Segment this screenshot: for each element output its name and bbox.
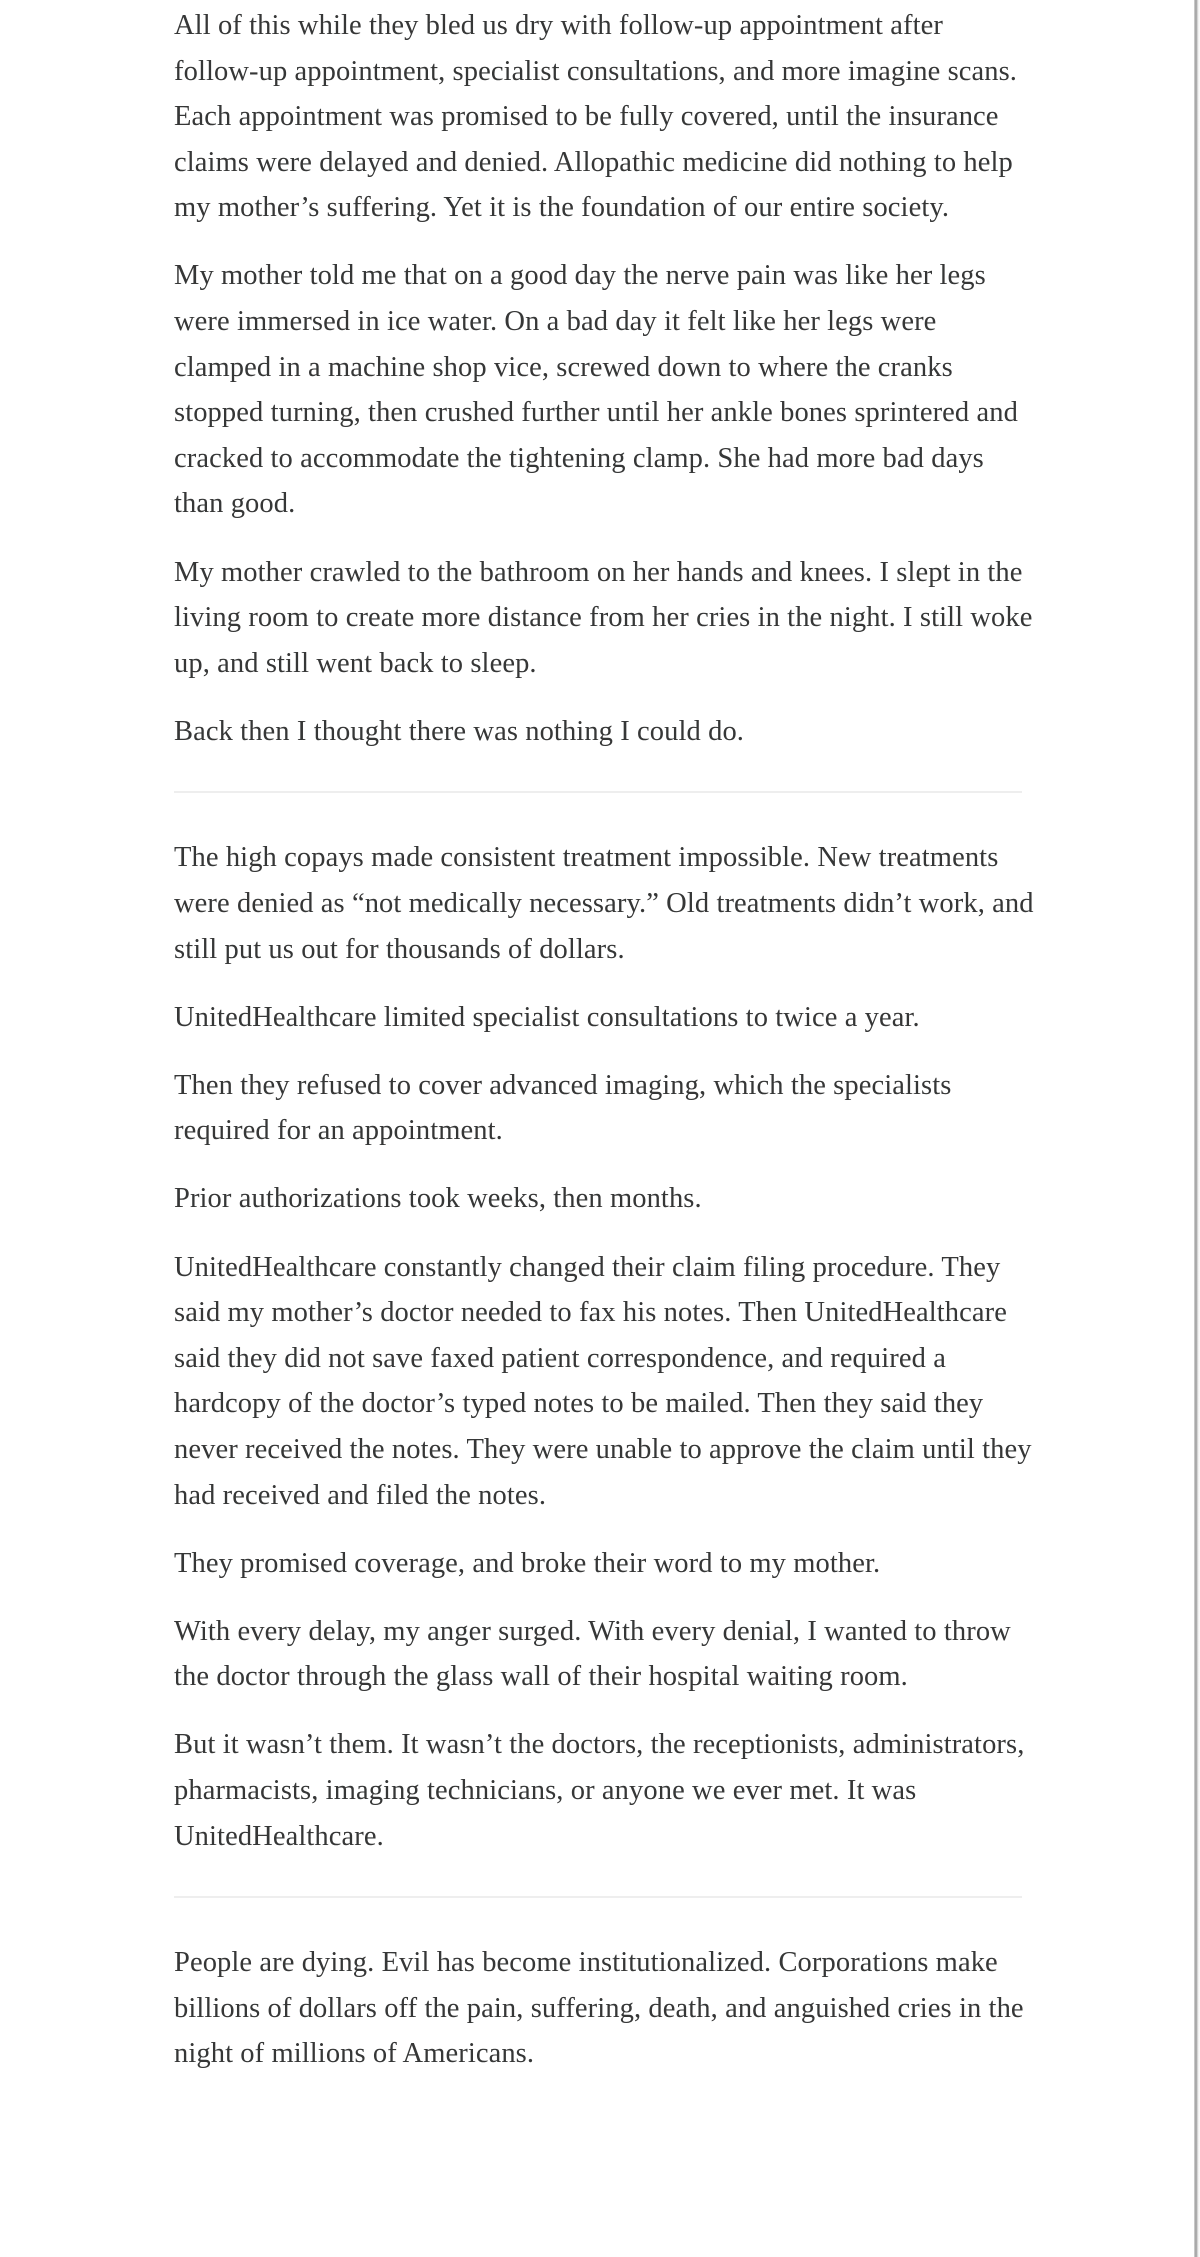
paragraph: With every delay, my anger surged. With every denial, I wanted to throw the doctor through the glass wall of their hospital waiting room.: [174, 1615, 1011, 1693]
paragraph: My mother crawled to the bathroom on her hands and knees. I slept in the living room to create more distance from her cries in the night. I still woke up, and still went back to sleep.: [174, 556, 1033, 679]
paragraph: UnitedHealthcare limited specialist consultations to twice a year.: [174, 1001, 920, 1033]
section-divider: [174, 791, 1022, 793]
article-body: [174, 0, 1034, 2099]
paragraph: But it wasn’t them. It wasn’t the doctors, the receptionists, administrators, pharmacists, imaging technicians, or anyone we ever met. It was UnitedHealthcare.: [174, 1729, 1025, 1852]
paragraph: Back then I thought there was nothing I could do.: [174, 715, 745, 747]
paragraph: Prior authorizations took weeks, then months.: [174, 1183, 702, 1215]
paragraph: They promised coverage, and broke their word to my mother.: [174, 1547, 881, 1579]
article-section-1: [174, 3, 1034, 754]
paragraph: UnitedHealthcare constantly changed their claim filing procedure. They said my mother’s doctor needed to fax his notes. Then UnitedHealthcare said they did not save faxed patient correspondence, and required a hardcopy of the doctor’s typed notes to be mailed. Then they said they never received the notes. They were unable to approve the claim until they had received and filed the notes.: [174, 1251, 1032, 1511]
window-right-border: [1194, 0, 1200, 2257]
paragraph: People are dying. Evil has become institutionalized. Corporations make billions of dollars off the pain, suffering, death, and anguished cries in the night of millions of Americans.: [174, 1947, 1024, 2070]
section-divider: [174, 1896, 1022, 1898]
paragraph: Then they refused to cover advanced imaging, which the specialists required for an appointment.: [174, 1069, 952, 1147]
article-section-3: [174, 1940, 1034, 2077]
article-section-2: [174, 835, 1034, 1859]
paragraph: All of this while they bled us dry with follow-up appointment after follow-up appointment, specialist consultations, and more imagine scans. Each appointment was promised to be fully covered, until the insurance claims were delayed and denied. Allopathic medicine did nothing to help my mother’s suffering. Yet it is the foundation of our entire society.: [174, 10, 1018, 224]
paragraph: The high copays made consistent treatment impossible. New treatments were denied as “not medically necessary.” Old treatments didn’t work, and still put us out for thousands of dollars.: [174, 842, 1034, 965]
paragraph: My mother told me that on a good day the nerve pain was like her legs were immersed in ice water. On a bad day it felt like her legs were clamped in a machine shop vice, screwed down to where the cranks stopped turning, then crushed further until her ankle bones sprintered and cracked to accommodate the tightening clamp. She had more bad days than good.: [174, 260, 1018, 520]
